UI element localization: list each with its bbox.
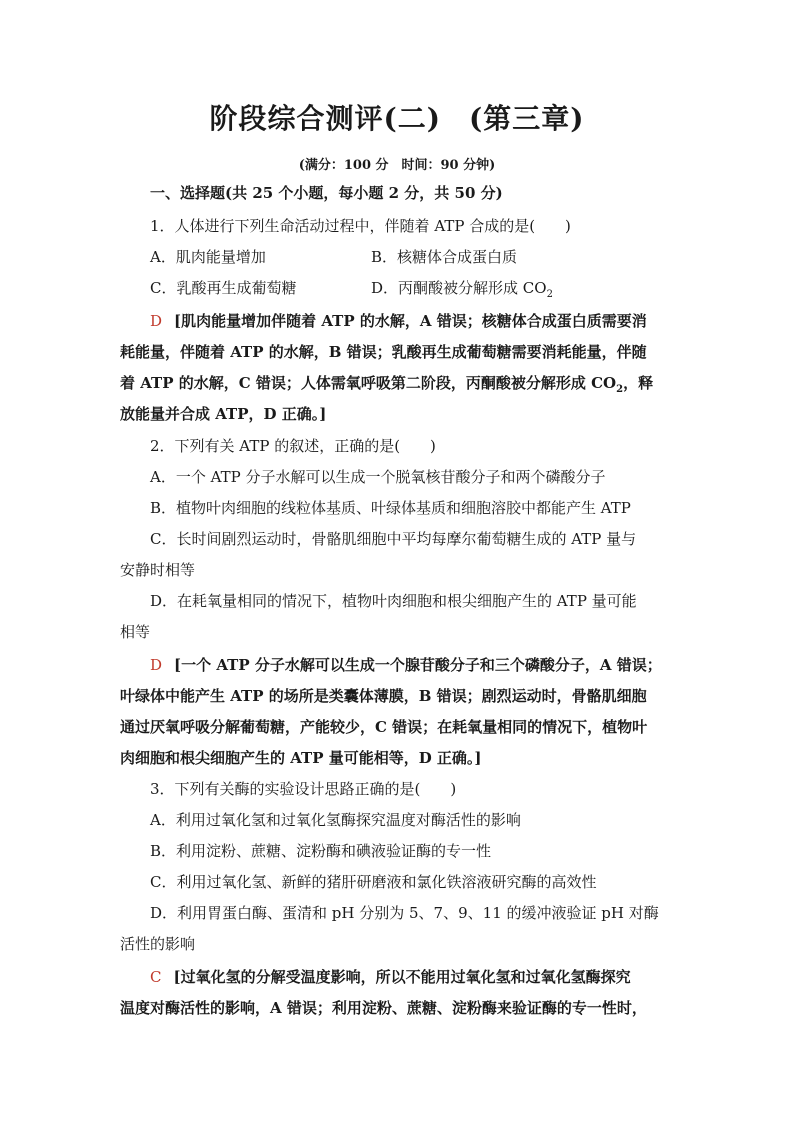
q2-explanation-line: 肉细胞和根尖细胞产生的 ATP 量可能相等，D 正确。] — [120, 749, 482, 767]
q2-option-d-cont: 相等 — [120, 623, 151, 641]
q2-explanation-line: D [一个 ATP 分子水解可以生成一个腺苷酸分子和三个磷酸分子，A 错误； — [150, 656, 662, 674]
q3-explanation-line: C [过氧化氢的分解受温度影响，所以不能用过氧化氢和过氧化氢酶探究 — [150, 968, 631, 986]
q1-explanation-line: 着 ATP 的水解，C 错误；人体需氧呼吸第二阶段，丙酮酸被分解形成 $CO_2$，释 — [120, 374, 654, 395]
q2-option-a: A．一个 ATP 分子水解可以生成一个脱氧核苷酸分子和两个磷酸分子 — [150, 468, 606, 486]
q2-option-c: C．长时间剧烈运动时，骨骼肌细胞中平均每摩尔葡萄糖生成的 ATP 量与 — [150, 530, 637, 548]
q1-stem: 1．人体进行下列生命活动过程中，伴随着 ATP 合成的是( ) — [150, 217, 571, 235]
q2-explanation-line: 叶绿体中能产生 ATP 的场所是类囊体薄膜，B 错误；剧烈运动时，骨骼肌细胞 — [120, 687, 647, 705]
q3-option-a: A．利用过氧化氢和过氧化氢酶探究温度对酶活性的影响 — [150, 811, 521, 829]
q1-explanation-line: D [肌肉能量增加伴随着 ATP 的水解，A 错误；核糖体合成蛋白质需要消 — [150, 312, 647, 330]
q1-explanation-line: 耗能量，伴随着 ATP 的水解，B 错误；乳酸再生成葡萄糖需要消耗能量，伴随 — [120, 343, 647, 361]
q3-option-c: C．利用过氧化氢、新鲜的猪肝研磨液和氯化铁溶液研究酶的高效性 — [150, 873, 597, 891]
q2-answer: D — [150, 656, 163, 674]
q2-explanation-line: 通过厌氧呼吸分解葡萄糖，产能较少，C 错误；在耗氧量相同的情况下，植物叶 — [120, 718, 648, 736]
q1-option-c: C．乳酸再生成葡萄糖 — [150, 279, 297, 297]
q1-option-d: D．丙酮酸被分解形成 $CO_2$ — [371, 279, 553, 300]
page-title — [0, 97, 794, 137]
title-chapter: (第三章) — [469, 102, 585, 135]
q2-option-c-cont: 安静时相等 — [120, 561, 196, 579]
q3-stem: 3．下列有关酶的实验设计思路正确的是( ) — [150, 780, 457, 798]
q3-explanation-line: 温度对酶活性的影响，A 错误；利用淀粉、蔗糖、淀粉酶来验证酶的专一性时， — [120, 999, 647, 1017]
title-main: 阶段综合测评(二) — [209, 102, 441, 135]
q3-option-b: B．利用淀粉、蔗糖、淀粉酶和碘液验证酶的专一性 — [150, 842, 492, 860]
q3-option-d: D．利用胃蛋白酶、蛋清和 pH 分别为 5、7、9、11 的缓冲液验证 pH 对酶 — [150, 904, 659, 922]
q1-option-a: A．肌肉能量增加 — [150, 248, 266, 266]
q2-option-d: D．在耗氧量相同的情况下，植物叶肉细胞和根尖细胞产生的 ATP 量可能 — [150, 592, 637, 610]
q1-option-b: B．核糖体合成蛋白质 — [371, 248, 518, 266]
q1-explanation-line: 放能量并合成 ATP，D 正确。] — [120, 405, 327, 423]
q3-answer: C — [150, 968, 162, 986]
q1-answer: D — [150, 312, 163, 330]
q2-option-b: B．植物叶肉细胞的线粒体基质、叶绿体基质和细胞溶胶中都能产生 ATP — [150, 499, 631, 517]
q2-stem: 2．下列有关 ATP 的叙述，正确的是( ) — [150, 437, 436, 455]
section-heading: 一、选择题(共 25 个小题，每小题 2 分，共 50 分) — [150, 184, 503, 202]
q3-option-d-cont: 活性的影响 — [120, 935, 196, 953]
exam-info: (满分：100 分 时间：90 分钟) — [298, 158, 496, 173]
